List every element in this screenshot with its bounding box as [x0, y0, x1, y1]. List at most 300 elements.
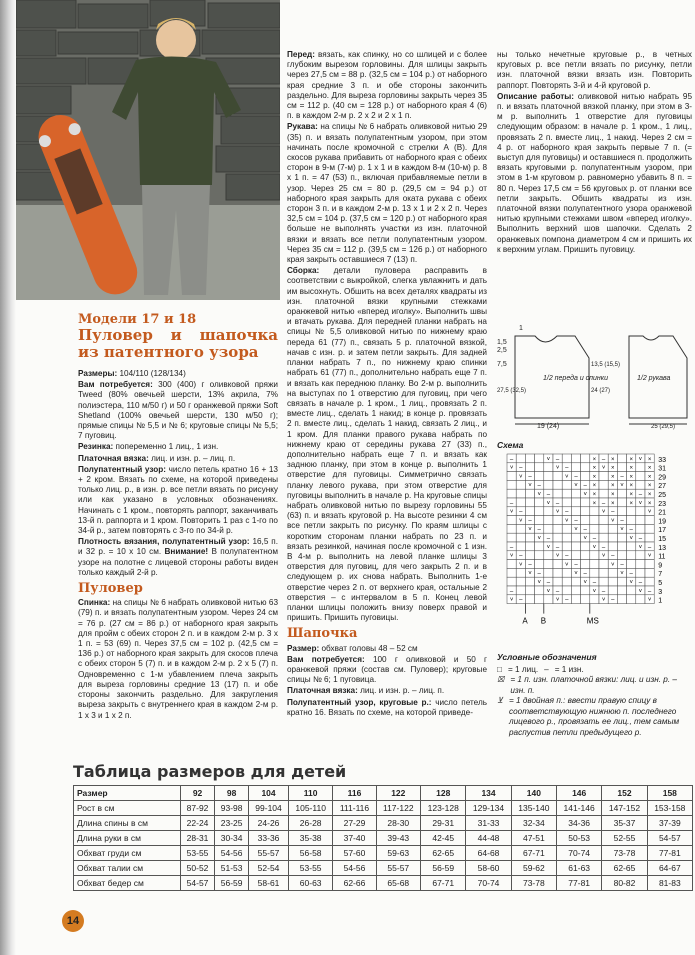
table-cell: 111-116 — [333, 801, 376, 816]
chart-cell — [516, 480, 525, 489]
chart-symbol: ˅ — [546, 544, 551, 551]
chart-row-label: 9 — [658, 562, 663, 570]
chart-symbol: × — [629, 465, 633, 472]
model-heading: Модели 17 и 18 — [78, 312, 197, 327]
table-row — [74, 861, 693, 876]
article-title: Пуловер и шапочка из патентного узора — [78, 326, 278, 361]
chart-cell — [581, 595, 590, 604]
legend-text: = 1 лиц. — [507, 664, 539, 674]
chart-symbol: – — [620, 474, 624, 481]
chart-symbol: – — [574, 518, 578, 525]
table-cell: 110 — [288, 786, 333, 801]
chart-cell — [516, 586, 525, 595]
table-cell: 105-110 — [288, 801, 333, 816]
chart-symbol: – — [519, 509, 523, 516]
table-cell: 54-56 — [215, 846, 249, 861]
chart-cell — [516, 498, 525, 507]
hat-plain-para: Платочная вязка: лиц. и изн. р. – лиц. п. — [287, 686, 445, 696]
table-cell: 24-26 — [249, 816, 289, 831]
chart-row-label: 15 — [658, 536, 666, 543]
table-cell: 28-30 — [376, 816, 421, 831]
table-row — [74, 786, 693, 801]
table-cell: 56-59 — [421, 861, 466, 876]
chart-symbol: ˅ — [519, 474, 523, 481]
table-cell: 73-78 — [511, 876, 556, 891]
table-cell: 134 — [466, 786, 511, 801]
chart-cell — [617, 577, 626, 586]
table-cell: 64-68 — [466, 846, 511, 861]
table-cell: 87-92 — [181, 801, 215, 816]
chart-cell — [636, 595, 645, 604]
legend-text: = 1 п. изн. платочной вязки: лиц. и изн. р. – изн. п. — [510, 675, 677, 695]
size-table-title: Таблица размеров для детей — [73, 762, 347, 781]
table-cell: 52-54 — [249, 861, 289, 876]
chart-marker-label: B — [540, 616, 547, 626]
table-cell: 35-37 — [602, 816, 647, 831]
chart-cell — [544, 463, 553, 472]
column-3 — [497, 50, 692, 256]
chart-cell — [599, 489, 608, 498]
chart-cell — [627, 586, 636, 595]
chart-marker-label: MS — [586, 616, 599, 626]
chart-symbol: × — [647, 474, 652, 481]
chart-cell — [516, 524, 525, 533]
chart-row-label: 27 — [658, 483, 666, 491]
page-number: 14 — [62, 910, 84, 932]
chart-cell — [507, 568, 516, 577]
table-cell: 153-158 — [647, 801, 692, 816]
purl-icon: – — [544, 664, 549, 674]
chart-cell — [571, 533, 580, 542]
chart-cell — [617, 489, 626, 498]
table-cell: 54-57 — [647, 831, 692, 846]
chart-symbol: ˅ — [620, 527, 624, 534]
chart-cell — [544, 507, 553, 516]
chart-symbol: ˅ — [574, 483, 578, 490]
chart-symbol: × — [629, 456, 633, 463]
chart-symbol: ˅ — [546, 500, 551, 507]
table-cell: 77-81 — [557, 876, 602, 891]
chart-symbol: ˅ — [519, 518, 523, 525]
table-cell: 50-53 — [557, 831, 602, 846]
chart-cell — [608, 524, 617, 533]
row-label-cell: Рост в см — [74, 801, 181, 816]
chart-cell — [562, 489, 571, 498]
chart-cell — [562, 454, 571, 463]
table-cell: 61-63 — [557, 861, 602, 876]
chart-symbol: ˅ — [601, 465, 606, 472]
chart-symbol: – — [620, 562, 624, 569]
chart-cell — [525, 454, 534, 463]
table-row — [74, 801, 693, 816]
chart-cell — [636, 568, 645, 577]
table-cell: 31-33 — [466, 816, 511, 831]
chart-cell — [581, 560, 590, 569]
chart-symbol: – — [565, 465, 569, 472]
chart-symbol: ˅ — [555, 465, 560, 472]
chart-cell — [608, 542, 617, 551]
size-table — [73, 785, 693, 891]
chart-symbol: ˅ — [647, 509, 652, 516]
chart-cell — [562, 542, 571, 551]
table-cell: 98 — [215, 786, 249, 801]
chart-symbol: × — [629, 483, 633, 490]
chart-cell — [599, 524, 608, 533]
chart-cell — [525, 595, 534, 604]
chart-symbol: – — [647, 588, 652, 595]
row-label-cell: Размер — [74, 786, 181, 801]
table-cell: 57-60 — [333, 846, 376, 861]
chart-symbol: – — [528, 562, 532, 569]
table-cell: 70-74 — [557, 846, 602, 861]
chart-cell — [544, 480, 553, 489]
chart-cell — [535, 507, 544, 516]
chart-row-label: 5 — [658, 580, 663, 587]
chart-symbol: ˅ — [528, 571, 532, 578]
chart-cell — [599, 577, 608, 586]
table-cell: 60-63 — [288, 876, 333, 891]
chart-cell — [571, 454, 580, 463]
chart-symbol: ˅ — [601, 597, 606, 604]
column-1 — [78, 312, 278, 722]
chart-cell — [636, 472, 645, 481]
chart-symbol: ˅ — [509, 465, 514, 472]
chart-symbol: – — [629, 527, 633, 534]
chart-symbol: – — [601, 544, 606, 551]
chart-cell — [553, 568, 562, 577]
hat-patent-para: Полупатентный узор, круговые р.: число петель кратно 16. Вязать по схеме, на которой приведе- — [287, 697, 487, 717]
chart-cell — [617, 463, 626, 472]
chart-symbol: ˅ — [509, 597, 514, 604]
table-cell: 128 — [421, 786, 466, 801]
chart-cell — [571, 542, 580, 551]
chart-symbol: ˅ — [583, 580, 587, 586]
chart-marker-label: A — [522, 616, 528, 626]
table-cell: 50-52 — [181, 861, 215, 876]
front-para: Перед: вязать, как спинку, но со шлицей и с более глубоким вырезом горловины. Для шлицы закрыть через 27,5 см = 88 р. (32,5 см = 104 р.) от наборного края средние 3 п. и обе стороны закончить раздельно. Для выреза горловины закрыть через 35 см = 112 р. (40 см = 128 р.) от наборного края 4 (6) п. в каждом 2-м р. 2 х 2 и 2 х 1 п. — [287, 50, 488, 121]
chart-symbol: – — [574, 474, 578, 481]
dim-label: 1,5 — [497, 339, 507, 346]
table-cell: 99-104 — [249, 801, 289, 816]
chart-symbol: – — [519, 553, 523, 560]
chart-cell — [507, 560, 516, 569]
chart-cell — [581, 454, 590, 463]
chart-cell — [645, 524, 654, 533]
chart-cell — [590, 595, 599, 604]
chart-cell — [636, 560, 645, 569]
chart-cell — [636, 516, 645, 525]
chart-symbol: – — [574, 562, 578, 569]
dim-label: 1 — [519, 325, 523, 332]
chart-cell — [544, 560, 553, 569]
chart-symbol: ˅ — [583, 492, 587, 498]
chart-cell — [535, 472, 544, 481]
chart-cell — [525, 489, 534, 498]
chart-grid — [497, 450, 687, 640]
chart-cell — [617, 533, 626, 542]
chart-symbol: – — [546, 536, 551, 542]
chart-symbol: – — [565, 597, 569, 604]
table-cell: 58-61 — [249, 876, 289, 891]
chart-symbol: × — [647, 492, 652, 498]
table-cell: 65-68 — [376, 876, 421, 891]
size-table-section — [73, 762, 693, 891]
legend-row — [497, 665, 692, 676]
chart-symbol: – — [601, 500, 606, 507]
pattern-schematic — [497, 318, 692, 430]
chart-symbol: – — [601, 456, 606, 463]
table-cell: 30-34 — [215, 831, 249, 846]
table-cell: 77-81 — [647, 846, 692, 861]
hat-materials-para: Вам потребуется: 100 г оливковой и 50 г оранжевой пряжи (состав см. Пуловер); круговые спицы № 6; 1 пуговица. — [287, 654, 488, 685]
chart-cell — [562, 480, 571, 489]
chart-symbol: × — [592, 456, 597, 463]
hat-desc-para: Описание работы: оливковой нитью набрать 95 п. и вязать платочной вязкой планку, при этом в 3-м р. выполнить 1 отверстие для пуговицы следующим образом: в начале р. 1 кром., 1 лиц., провязать 2 п. вместе лиц., 1 накид. Через 2 см = 4 р. от наборного края закрыть первые 7 п. (= выступ для пуговицы) и оставшиеся п. продолжить вязать круговыми р. полупатентным узором, при этом в 1-м круговом р. равномерно убавить 8 п. = 80 п. Через 17,5 см = 56 круговых р. от планки все петли закрыть. Обшить квадраты из изн. платочной вязки полупатентного узора оранжевой нитью крупными стежками швом «вперед иголку». Выполнить верхний шов шапочки. Сделать 2 оранжевых помпона диаметром 4 см и пришить их к верхним углам. Пришить пуговицу. — [497, 91, 693, 254]
chart-cell — [516, 533, 525, 542]
chart-row-label: 17 — [658, 527, 666, 535]
chart-symbol: – — [509, 456, 514, 463]
legend-row — [497, 696, 692, 738]
chart-cell — [516, 489, 525, 498]
chart-symbol: ˅ — [565, 562, 569, 569]
table-row — [74, 831, 693, 846]
chart-cell — [535, 463, 544, 472]
chart-cell — [553, 577, 562, 586]
chart-symbol: – — [555, 544, 560, 551]
chart-row-label: 21 — [658, 509, 666, 517]
chart-cell — [525, 463, 534, 472]
table-cell: 29-31 — [421, 816, 466, 831]
chart-symbol: ˅ — [638, 544, 643, 551]
chart-symbol: ˅ — [620, 571, 624, 578]
chart-cell — [645, 516, 654, 525]
table-cell: 47-51 — [511, 831, 556, 846]
table-cell: 35-38 — [288, 831, 333, 846]
chart-cell — [645, 568, 654, 577]
table-cell: 44-48 — [466, 831, 511, 846]
dim-label: 7,5 — [497, 361, 507, 368]
chart-symbol: – — [528, 474, 532, 481]
table-cell: 158 — [647, 786, 692, 801]
table-cell: 26-28 — [288, 816, 333, 831]
chart-cell — [516, 577, 525, 586]
chart-cell — [581, 551, 590, 560]
chart-cell — [516, 568, 525, 577]
legend-title: Условные обозначения — [497, 652, 597, 662]
chart-symbol: ˅ — [509, 553, 514, 560]
table-cell: 70-74 — [466, 876, 511, 891]
table-cell: 39-43 — [376, 831, 421, 846]
chart-cell — [590, 516, 599, 525]
chart-symbol: × — [611, 492, 615, 498]
legend-row — [497, 675, 692, 696]
row-label-cell: Длина спины в см — [74, 816, 181, 831]
table-cell: 23-25 — [215, 816, 249, 831]
chart-symbol: ˅ — [611, 562, 615, 569]
chart-symbol: – — [509, 500, 514, 507]
table-cell: 129-134 — [466, 801, 511, 816]
chart-symbol: ˅ — [647, 553, 652, 560]
chart-symbol: × — [647, 483, 652, 490]
chart-symbol: ˅ — [528, 527, 532, 534]
chart-cell — [544, 551, 553, 560]
table-cell: 42-45 — [421, 831, 466, 846]
chart-symbol: – — [519, 597, 523, 604]
rib-para: Резинка: попеременно 1 лиц., 1 изн. — [78, 442, 219, 452]
chart-cell — [553, 533, 562, 542]
hat-heading: Шапочка — [287, 626, 358, 642]
chart-cell — [627, 516, 636, 525]
table-cell: 116 — [333, 786, 376, 801]
chart-cell — [581, 463, 590, 472]
table-cell: 33-36 — [249, 831, 289, 846]
chart-symbol: ˅ — [509, 509, 514, 516]
table-cell: 37-40 — [333, 831, 376, 846]
chart-symbol: – — [519, 465, 523, 472]
chart-symbol: × — [629, 500, 633, 507]
chart-symbol: × — [592, 483, 597, 490]
table-cell: 54-56 — [333, 861, 376, 876]
chart-symbol: ˅ — [555, 509, 560, 516]
chart-cell — [525, 577, 534, 586]
chart-symbol: ˅ — [555, 597, 560, 604]
chart-cell — [608, 533, 617, 542]
chart-cell — [535, 586, 544, 595]
chart-cell — [553, 524, 562, 533]
chart-symbol: ˅ — [620, 483, 624, 490]
chart-cell — [590, 551, 599, 560]
table-cell: 140 — [511, 786, 556, 801]
chart-row-label: 11 — [658, 553, 666, 561]
chart-cell — [599, 516, 608, 525]
chart-symbol: – — [620, 518, 624, 525]
table-cell: 152 — [602, 786, 647, 801]
table-cell: 55-57 — [376, 861, 421, 876]
chart-symbol: ˅ — [546, 456, 551, 463]
chart-row-label: 19 — [658, 518, 666, 526]
chart-symbol: × — [611, 456, 615, 463]
row-label-cell: Обхват груди см — [74, 846, 181, 861]
dim-label: 24 (27) — [591, 388, 611, 394]
table-cell: 54-57 — [181, 876, 215, 891]
legend-text: = 1 изн. — [554, 664, 584, 674]
table-row — [74, 816, 693, 831]
chart-symbol: – — [546, 492, 551, 498]
table-cell: 67-71 — [511, 846, 556, 861]
chart-row-label: 7 — [658, 571, 663, 579]
chart-cell — [562, 524, 571, 533]
chart-symbol: – — [509, 544, 514, 551]
chart-symbol: ˅ — [537, 492, 541, 498]
dim-label: 2,5 — [497, 347, 507, 354]
table-cell: 146 — [557, 786, 602, 801]
chart-symbol: ˅ — [629, 580, 633, 586]
chart-row-label: 33 — [658, 456, 666, 464]
chart-cell — [535, 498, 544, 507]
chart-cell — [562, 577, 571, 586]
sleeves-para: Рукава: на спицы № 6 набрать оливковой нитью 29 (35) п. и вязать полупатентным узором, при этом начинать после кромочной с стрелки А (В). Для скосов рукава прибавить от наборного края с обеих сторон в 9-м (7-м) р. 1 х 1 и в каждом 8-м (10-м) р. 8 х 1 п. = 47 (53) п., включая прибавляемые петли в узор. Через 25 см = 80 р. (29,5 см = 94 р.) от наборного края закрыть для оката рукава с обеих сторон 3 п. и в каждом 2-м р. 13 х 1 и 2 х 2 п. Через 32,5 см = 104 р. (37,5 см = 120 р.) от наборного края больше не выполнять участки из изн. платочной вязки и вязать все петли полупатентным узором. Через 35 см = 112 р. (39,5 см = 126 р.) от наборного края закрыть оставшиеся 7 (13) п. — [287, 122, 487, 265]
density-para: Плотность вязания, полупатентный узор: 16,5 п. и 32 р. = 10 х 10 см. Внимание! В полупатентном узоре на полотне с лицевой стороны работы виден только каждый 2-й р. — [78, 537, 278, 577]
plain-para: Платочная вязка: лиц. и изн. р. – лиц. п. — [78, 453, 236, 463]
chart-symbol: – — [509, 588, 514, 595]
chart-cell — [562, 568, 571, 577]
chart-cell — [535, 560, 544, 569]
chart-symbol: × — [647, 500, 652, 507]
chart-symbol: ˅ — [574, 571, 578, 578]
chart-cell — [636, 480, 645, 489]
chart-symbol: – — [537, 483, 541, 490]
chart-cell — [544, 568, 553, 577]
table-cell: 62-65 — [602, 861, 647, 876]
chart-cell — [553, 480, 562, 489]
chart-symbol: – — [611, 509, 615, 516]
table-cell: 64-67 — [647, 861, 692, 876]
table-cell: 135-140 — [511, 801, 556, 816]
sizes-para: Размеры: 104/110 (128/134) — [78, 369, 186, 378]
table-cell: 59-63 — [376, 846, 421, 861]
chart-symbol: ˅ — [647, 597, 652, 604]
chart-symbol: – — [546, 580, 551, 586]
chart-cell — [617, 498, 626, 507]
chart-symbol: × — [611, 465, 615, 472]
chart-symbol: × — [629, 492, 633, 498]
chart-symbol: – — [555, 456, 560, 463]
table-cell: 104 — [249, 786, 289, 801]
chart-symbol: – — [601, 588, 606, 595]
chart-symbol: – — [629, 571, 633, 578]
chart-symbol: ˅ — [638, 588, 643, 595]
chart-cell — [636, 507, 645, 516]
chart-cell — [599, 533, 608, 542]
chart-symbol: – — [592, 536, 597, 542]
chart-symbol: ˅ — [638, 456, 643, 463]
chart-symbol: ˅ — [555, 553, 560, 560]
chart-cell — [617, 595, 626, 604]
chart-cell — [627, 551, 636, 560]
chart-cell — [617, 454, 626, 463]
chart-cell — [590, 507, 599, 516]
chart-symbol: × — [629, 474, 633, 481]
dim-label: 13,5 (15,5) — [591, 362, 621, 368]
legend — [497, 652, 692, 738]
chart-cell — [553, 560, 562, 569]
hat-size-para: Размер: обхват головы 48 – 52 см — [287, 643, 418, 653]
materials-para: Вам потребуется: 300 (400) г оливковой пряжи Tweed (80% овечьей шерсти, 13% акрила, 7% полиэстера, 110 м/50 г) и 50 г оранжевой пряжи Soft Shetland (100% овечьей шерсти, 130 м/50 г); прямые спицы № 5,5 и № 6; круговые спицы № 5,5; 7 пуговиц. — [78, 380, 278, 441]
chart-cell — [608, 568, 617, 577]
chart-symbol: ˅ — [546, 588, 551, 595]
patent-para: Полупатентный узор: число петель кратно 16 + 13 + 2 кром. Вязать по схеме, на которой приведены только лиц. р., в изн. р. все петли вязать по рисунку или как указано в условных обозначениях. Начинать с 1 кром., повторять раппорт, заканчивать 13-й п. раппорта и 1 кром. Повторить 1 раз с 1-го по 34-й р., затем повторять с 3-го по 34-й р. — [78, 464, 278, 536]
chart-cell — [627, 560, 636, 569]
chart-symbol: – — [592, 580, 597, 586]
chart-symbol: – — [647, 544, 652, 551]
chart-cell — [544, 516, 553, 525]
double-stitch-icon: ⊻ — [497, 696, 503, 705]
table-cell: 80-82 — [602, 876, 647, 891]
chart-cell — [535, 542, 544, 551]
chart-cell — [645, 533, 654, 542]
chart-cell — [627, 507, 636, 516]
chart-cell — [571, 595, 580, 604]
chart-cell — [636, 524, 645, 533]
table-cell: 34-36 — [557, 816, 602, 831]
chart-symbol: ˅ — [565, 518, 569, 525]
table-cell: 53-55 — [181, 846, 215, 861]
chart-symbol: – — [565, 553, 569, 560]
chart-cell — [516, 454, 525, 463]
table-cell: 122 — [376, 786, 421, 801]
chart-symbol: ˅ — [611, 518, 615, 525]
chart-cell — [571, 498, 580, 507]
